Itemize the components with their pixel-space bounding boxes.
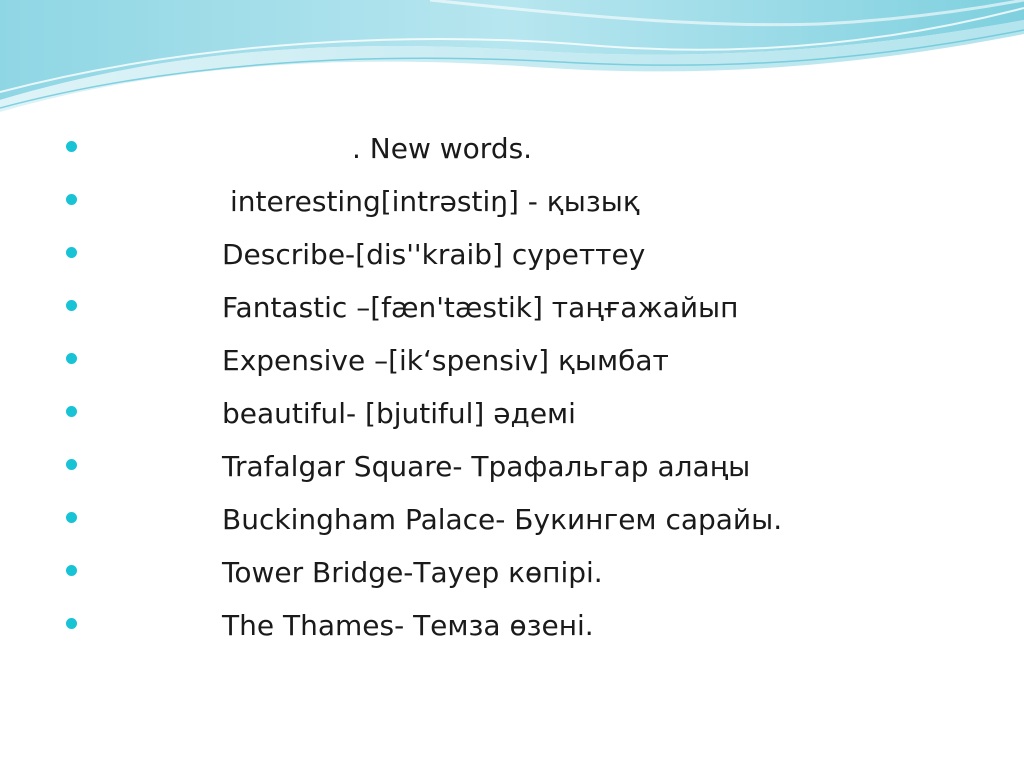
list-item-text: Fantastic –[fæn'tæstik] таңғажайып: [222, 291, 739, 324]
list-item-text: The Thames- Темза өзені.: [222, 609, 594, 642]
list-item-text: Buckingham Palace- Букингем сарайы.: [222, 503, 783, 536]
list-item: [60, 122, 1000, 175]
list-item: [60, 440, 1000, 493]
list-item-text: beautiful- [bjutiful] әдемі: [222, 397, 576, 430]
bullet-icon: [66, 141, 77, 152]
bullet-icon: [66, 459, 77, 470]
list-item-text: interesting[intrəstiŋ] - қызық: [230, 185, 640, 218]
list-item: [60, 228, 1000, 281]
bullet-icon: [66, 406, 77, 417]
list-item: [60, 546, 1000, 599]
bullet-icon: [66, 247, 77, 258]
list-item: [60, 387, 1000, 440]
list-item-text: Expensive –[ik‘spensiv] қымбат: [222, 344, 669, 377]
list-item: [60, 281, 1000, 334]
list-item: [60, 334, 1000, 387]
list-item-text: Tower Bridge-Тауер көпірі.: [222, 556, 603, 589]
list-item-text: Trafalgar Square- Трафальгар алаңы: [222, 450, 751, 483]
vocabulary-list: [60, 122, 1000, 652]
bullet-icon: [66, 565, 77, 576]
bullet-icon: [66, 618, 77, 629]
list-item: [60, 493, 1000, 546]
wave-header-decoration: [0, 0, 1024, 130]
list-item-text: Describe-[dis''kraib] суреттеу: [222, 238, 646, 271]
bullet-icon: [66, 300, 77, 311]
bullet-icon: [66, 194, 77, 205]
list-item-text: . New words.: [352, 132, 533, 165]
bullet-icon: [66, 512, 77, 523]
list-item: [60, 599, 1000, 652]
list-item: [60, 175, 1000, 228]
bullet-icon: [66, 353, 77, 364]
